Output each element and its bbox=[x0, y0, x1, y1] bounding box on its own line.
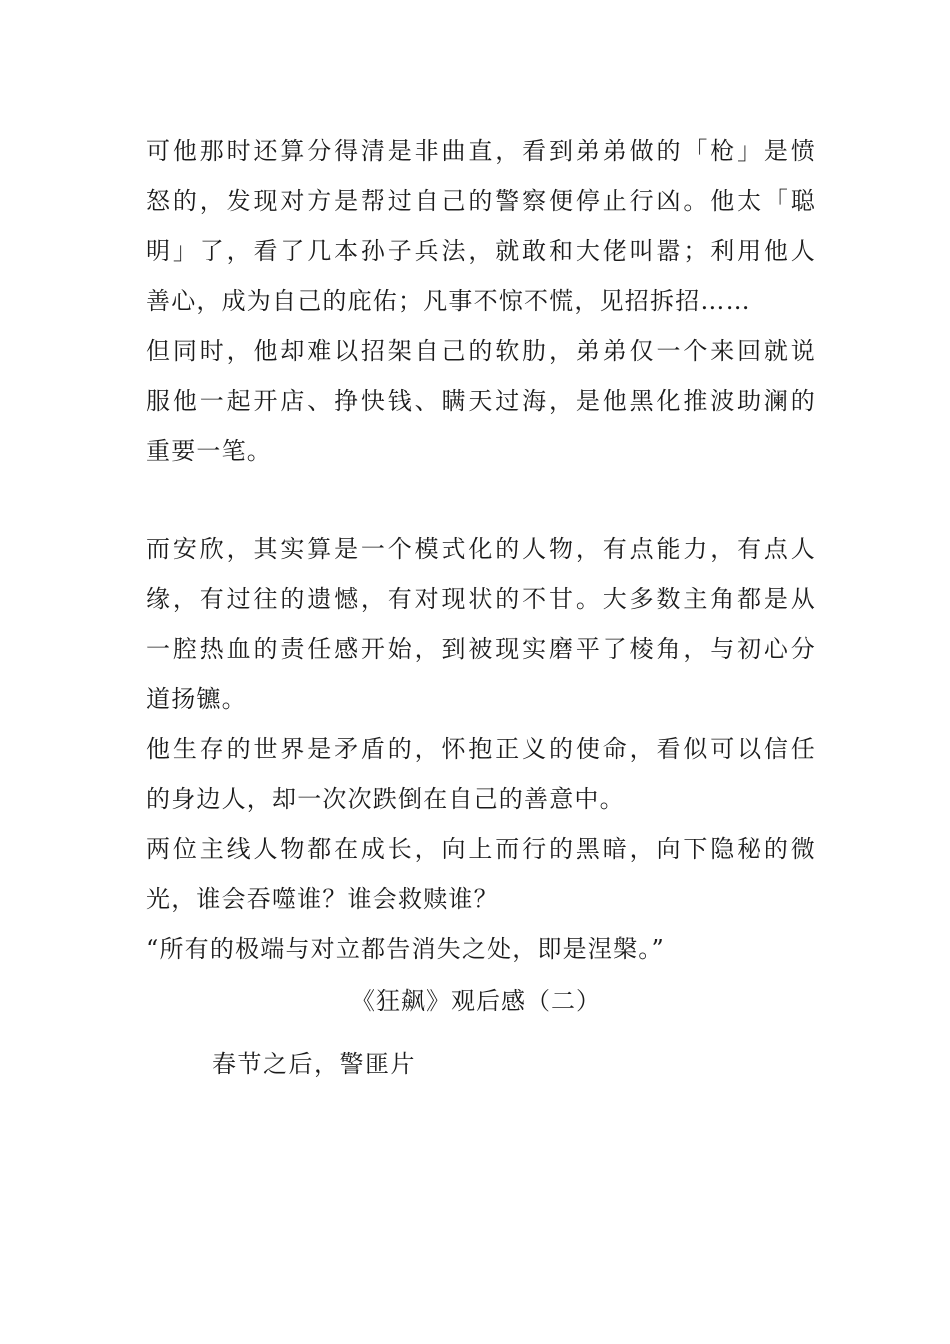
paragraph-4-line-2: 的身边人，却一次次跌倒在自己的善意中。 bbox=[146, 785, 625, 813]
paragraph-2-line-2: 服他一起开店、挣快钱、瞒天过海，是他黑化推波助澜的 bbox=[146, 387, 816, 415]
paragraph-3-line-2: 缘，有过往的遗憾，有对现状的不甘。大多数主角都是从 bbox=[146, 585, 816, 613]
paragraph-5-line-1: 两位主线人物都在成长，向上而行的黑暗，向下隐秘的微 bbox=[146, 835, 816, 863]
paragraph-1-line-1: 可他那时还算分得清是非曲直，看到弟弟做的「枪」是愤 bbox=[146, 137, 816, 165]
paragraph-3-line-4: 道扬镳。 bbox=[146, 685, 247, 713]
paragraph-5-line-2: 光，谁会吞噬谁？谁会救赎谁？ bbox=[146, 885, 499, 913]
closing-quote: “所有的极端与对立都告消失之处，即是涅槃。” bbox=[146, 935, 665, 963]
section-title: 《狂飙》观后感（二） bbox=[351, 987, 601, 1015]
paragraph-2-line-3: 重要一笔。 bbox=[146, 437, 272, 465]
section-first-line: 春节之后，警匪片 bbox=[212, 1050, 416, 1078]
paragraph-4-line-1: 他生存的世界是矛盾的，怀抱正义的使命，看似可以信任 bbox=[146, 735, 816, 763]
paragraph-1-line-3: 明」了，看了几本孙子兵法，就敢和大佬叫嚣；利用他人 bbox=[146, 237, 816, 265]
paragraph-1-line-4: 善心，成为自己的庇佑；凡事不惊不慌，见招拆招…… bbox=[146, 287, 751, 315]
paragraph-2-line-1: 但同时，他却难以招架自己的软肋，弟弟仅一个来回就说 bbox=[146, 337, 816, 365]
paragraph-1-line-2: 怒的，发现对方是帮过自己的警察便停止行凶。他太「聪 bbox=[146, 187, 816, 215]
paragraph-3-line-1: 而安欣，其实算是一个模式化的人物，有点能力，有点人 bbox=[146, 535, 816, 563]
paragraph-3-line-3: 一腔热血的责任感开始，到被现实磨平了棱角，与初心分 bbox=[146, 635, 816, 663]
